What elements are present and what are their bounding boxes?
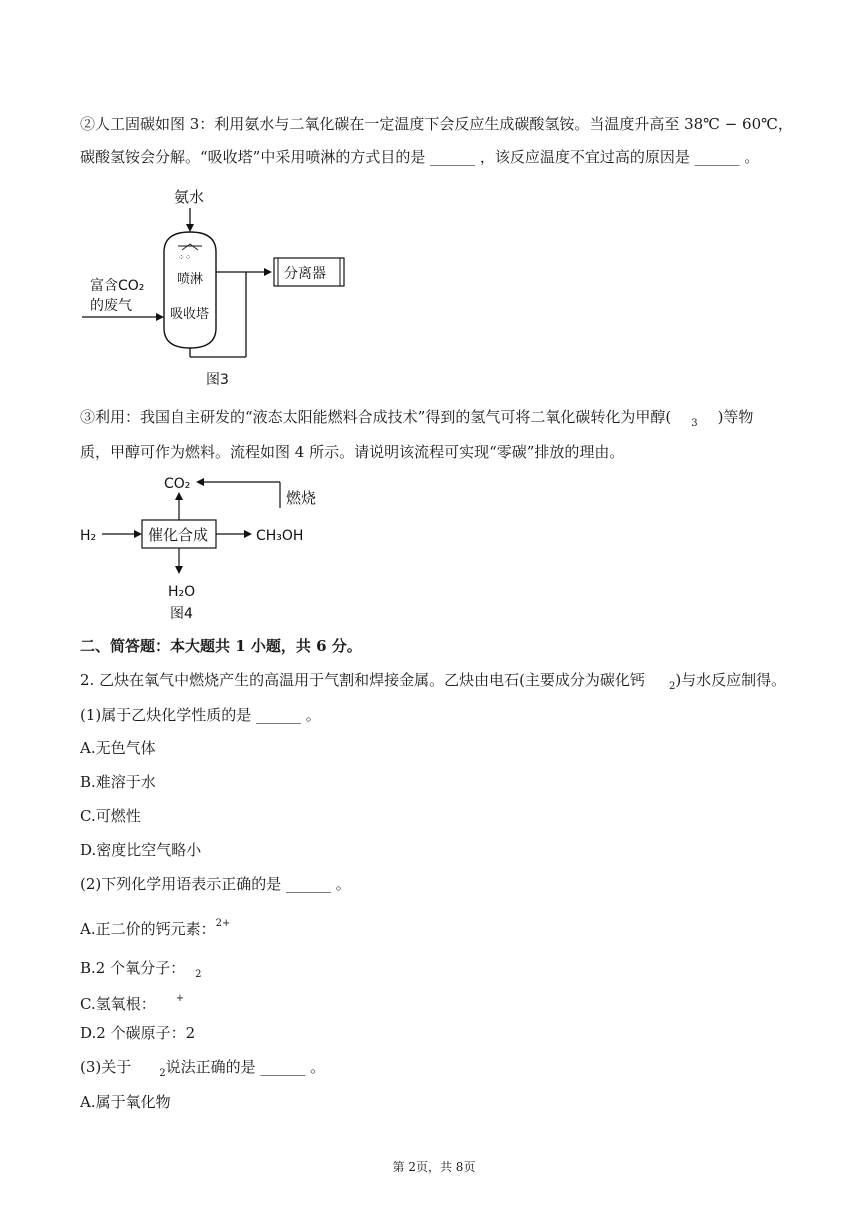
q2-question-text-b: )与水反应制得。 (675, 671, 787, 689)
option-1b: B.难溶于水 (80, 773, 156, 791)
sub-question-3-text-a: (3)关于 (80, 1058, 132, 1076)
fig3-separator-label: 分离器 (284, 266, 326, 282)
q2-question-subscript: 2 (668, 681, 676, 692)
figure-4-diagram (78, 468, 338, 628)
fig3-spray-label: 喷淋 (177, 272, 204, 287)
fig4-box-label: 催化合成 (148, 526, 209, 544)
option-2c (80, 989, 184, 1014)
fig3-caption: 图3 (206, 372, 229, 388)
option-2b (80, 958, 201, 985)
option-2c-superscript: + (175, 993, 185, 1004)
fig4-ch3oh-label: CH₃OH (256, 528, 304, 544)
q3-line1 (80, 407, 753, 434)
q2-intro-line1: ②人工固碳如图 3：利用氨水与二氧化碳在一定温度下会反应生成碳酸氢铵。当温度升高至 38℃ − 60℃， (80, 115, 793, 133)
sub-question-3-text-b: 说法正确的是 ______ 。 (165, 1058, 326, 1076)
q3-line1-text-b: )等物 (717, 408, 754, 426)
fig4-caption: 图4 (170, 606, 193, 622)
q2-intro-line2: 碳酸氢铵会分解。“吸收塔”中采用喷淋的方式目的是 ______ ，该反应温度不宜过高的原因是 ______ 。 (80, 148, 760, 166)
option-1d: D.密度比空气略小 (80, 841, 202, 859)
sub-question-3 (80, 1057, 325, 1084)
option-2a (80, 914, 230, 939)
section2-heading: 二、简答题：本大题共 1 小题，共 6 分。 (80, 637, 362, 655)
q3-line1-text-a: ③利用：我国自主研发的“液态太阳能燃料合成技术”得到的氢气可将二氧化碳转化为甲醇( (80, 408, 672, 426)
fig4-burn-label: 燃烧 (286, 489, 317, 507)
absorption-tower-vessel (164, 232, 216, 348)
option-2d: D.2 个碳原子：2 (80, 1024, 196, 1042)
sprinkler-icon: ⁘⁘ (178, 253, 192, 262)
sub-question-2: (2)下列化学用语表示正确的是 ______ 。 (80, 875, 351, 893)
option-3a: A.属于氧化物 (80, 1093, 171, 1111)
fig4-co2-label: CO₂ (164, 476, 191, 492)
q3-line1-subscript: 3 (691, 418, 698, 429)
fig3-gas-label-1: 富含CO₂ (90, 278, 145, 294)
q2-question-text-a: 2. 乙炔在氧气中燃烧产生的高温用于气割和焊接金属。乙炔由电石(主要成分为碳化钙 (80, 671, 645, 689)
option-2a-superscript: 2+ (215, 918, 231, 929)
sub-question-1: (1)属于乙炔化学性质的是 ______ 。 (80, 706, 321, 724)
option-2c-text: C.氢氧根： (80, 995, 156, 1013)
q2-question-line (80, 670, 786, 697)
fig3-ammonia-label: 氨水 (174, 188, 205, 206)
option-2a-text: A.正二价的钙元素： (80, 920, 216, 938)
option-1c: C.可燃性 (80, 807, 141, 825)
option-2b-text: B.2 个氧分子： (80, 959, 186, 977)
q3-line2: 质，甲醇可作为燃料。流程如图 4 所示。请说明该流程可实现“零碳”排放的理由。 (80, 443, 625, 461)
fig4-h2-label: H₂ (80, 528, 97, 544)
fig3-tower-label: 吸收塔 (170, 307, 210, 322)
page-footer: 第 2页，共 8页 (392, 1160, 476, 1174)
sub-question-3-subscript: 2 (159, 1068, 166, 1079)
fig3-gas-label-2: 的废气 (90, 298, 132, 314)
fig4-h2o-label: H₂O (168, 584, 196, 600)
option-2b-subscript: 2 (195, 969, 202, 980)
figure-3-diagram (78, 180, 378, 395)
option-1a: A.无色气体 (80, 739, 156, 757)
